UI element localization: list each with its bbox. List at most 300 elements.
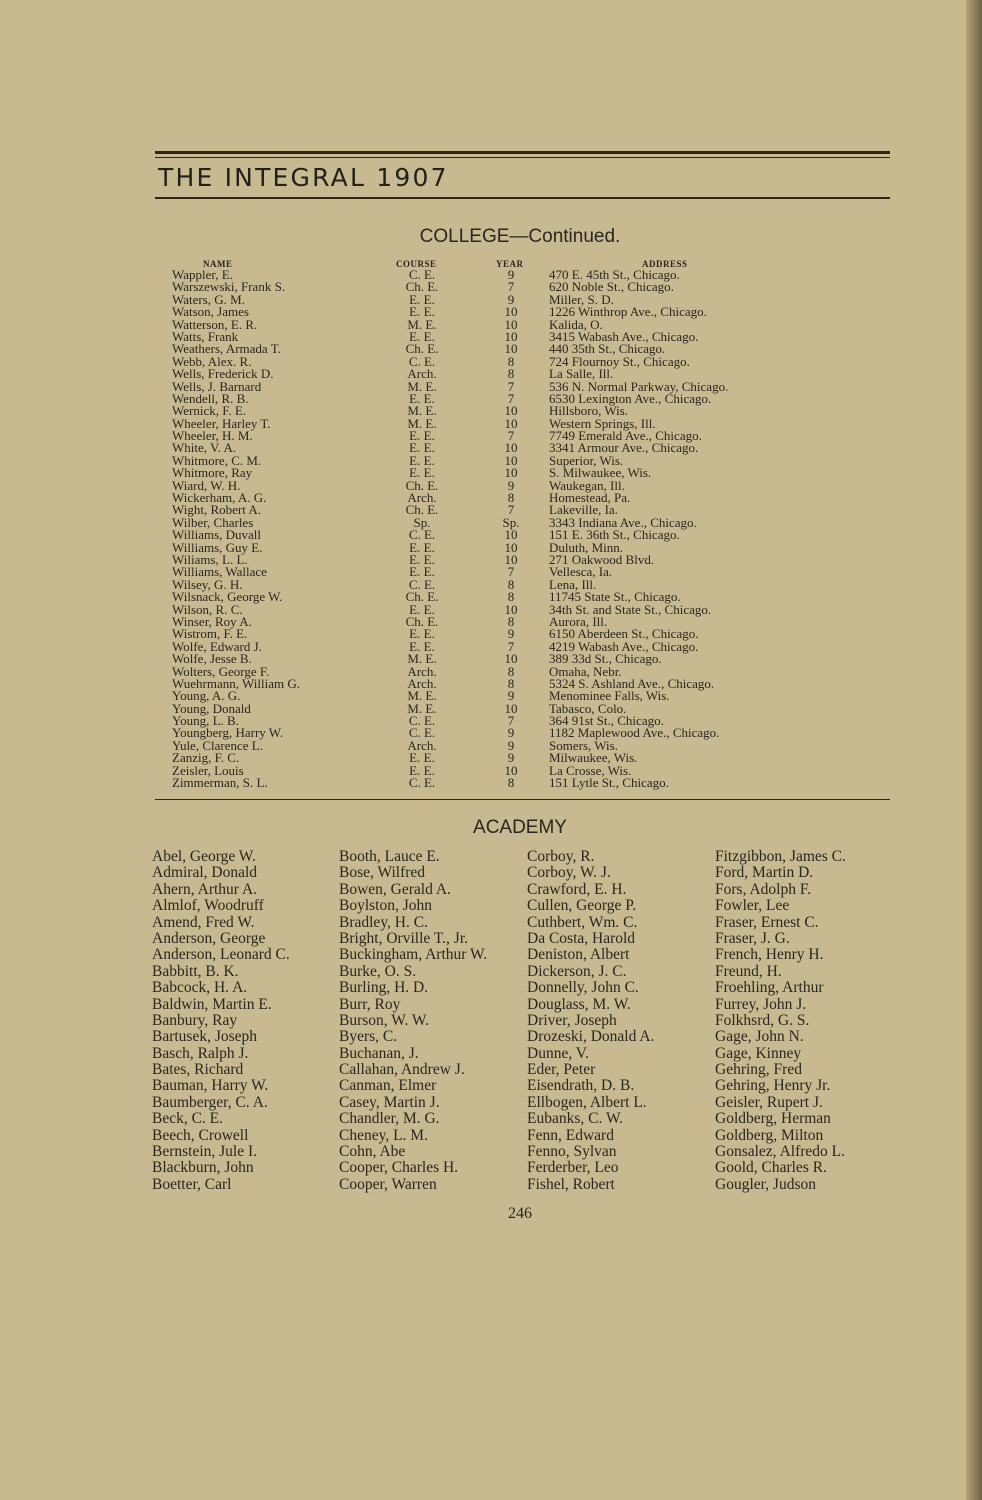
address: La Salle, Ill. — [549, 366, 614, 382]
address: La Crosse, Wis. — [549, 762, 632, 778]
address: Lakeville, Ia. — [549, 502, 618, 518]
list-item: Dunne, V. — [527, 1044, 589, 1062]
list-item: Gougler, Judson — [715, 1175, 816, 1193]
table-row — [0, 638, 982, 654]
list-item: Donnelly, John C. — [527, 979, 639, 997]
table-row — [0, 368, 982, 380]
year: 8 — [507, 576, 515, 592]
year: 9 — [507, 725, 515, 741]
year: 10 — [504, 762, 518, 778]
list-item: Booth, Lauce E. — [339, 848, 440, 865]
table-row — [0, 452, 982, 468]
list-item: Byers, C. — [339, 1028, 398, 1046]
list-item: Fitzgibbon, James C. — [715, 848, 846, 865]
address: Omaha, Nebr. — [549, 663, 622, 679]
table-row — [0, 467, 982, 479]
year: 9 — [507, 750, 515, 766]
student-name: Young, A. G. — [172, 688, 241, 704]
list-item: Goldberg, Herman — [715, 1110, 831, 1128]
table-row — [0, 316, 982, 332]
address: 536 N. Normal Parkway, Chicago. — [549, 378, 729, 394]
student-name: Zeisler, Louis — [172, 762, 244, 778]
table-row — [0, 715, 982, 727]
year: 8 — [507, 775, 515, 791]
page-number: 246 — [508, 1205, 532, 1222]
list-item: Gehring, Henry Jr. — [715, 1077, 831, 1095]
course: E. E. — [409, 638, 435, 654]
address: Western Springs, Ill. — [549, 415, 656, 431]
course: M. E. — [407, 688, 437, 704]
list-item: Burling, H. D. — [339, 979, 429, 997]
student-name: Williams, Wallace — [172, 564, 267, 580]
list-item: Beck, C. E. — [152, 1110, 224, 1128]
list-item: Crawford, E. H. — [527, 880, 627, 898]
year: 7 — [507, 564, 515, 580]
table-row — [0, 601, 982, 617]
table-row — [0, 328, 982, 344]
address: 364 91st St., Chicago. — [549, 713, 664, 729]
course: Ch. E. — [405, 613, 439, 629]
course: Ch. E. — [405, 341, 439, 357]
student-name: Wheeler, H. M. — [172, 428, 253, 444]
table-row — [0, 442, 982, 454]
address: Somers, Wis. — [549, 737, 618, 753]
table-row — [0, 663, 982, 679]
course: Arch. — [407, 737, 437, 753]
course: Ch. E. — [405, 589, 439, 605]
course: C. E. — [408, 775, 436, 791]
course: E. E. — [409, 304, 435, 320]
table-row — [0, 492, 982, 504]
list-item: Admiral, Donald — [152, 864, 258, 882]
student-name: Wistrom, F. E. — [172, 626, 248, 642]
address: 6530 Lexington Ave., Chicago. — [549, 390, 712, 406]
list-item: Beech, Crowell — [152, 1126, 249, 1144]
list-item: Eubanks, C. W. — [527, 1110, 624, 1128]
list-item: Freund, H. — [715, 962, 782, 980]
list-item: Baumberger, C. A. — [152, 1093, 268, 1111]
course: E. E. — [409, 328, 435, 344]
student-name: Youngberg, Harry W. — [172, 725, 284, 741]
college-table — [0, 269, 982, 789]
course: M. E. — [407, 415, 437, 431]
address: 1182 Maplewood Ave., Chicago. — [549, 725, 720, 741]
course: E. E. — [409, 601, 435, 617]
list-item: French, Henry H. — [715, 946, 824, 964]
year: 10 — [504, 551, 518, 567]
course: Arch. — [407, 366, 437, 382]
year: 8 — [507, 353, 515, 369]
list-item: Fowler, Lee — [715, 897, 790, 915]
table-row — [0, 539, 982, 555]
year: 9 — [507, 267, 515, 282]
column-header-year: YEAR — [496, 259, 524, 269]
course: Ch. E. — [405, 477, 439, 493]
student-name: Wickerham, A. G. — [172, 490, 267, 506]
year: 8 — [507, 663, 515, 679]
course: M. E. — [407, 403, 437, 419]
year: 10 — [504, 304, 518, 320]
list-item: Ford, Martin D. — [715, 864, 814, 882]
table-row — [0, 727, 982, 739]
student-name: Wilber, Charles — [172, 514, 254, 530]
address: Vellesca, Ia. — [549, 564, 613, 580]
year: 7 — [507, 638, 515, 654]
list-item: Bradley, H. C. — [339, 913, 428, 931]
list-item: Gage, John N. — [715, 1028, 804, 1046]
year: Sp. — [502, 514, 520, 530]
student-name: Watterson, E. R. — [172, 316, 258, 332]
address: 151 Lytle St., Chicago. — [549, 775, 669, 791]
year: 10 — [504, 527, 518, 543]
list-item: Bartusek, Joseph — [152, 1028, 258, 1046]
student-name: Watts, Frank — [172, 328, 239, 344]
student-name: Watson, James — [172, 304, 249, 320]
address: 271 Oakwood Blvd. — [549, 551, 655, 567]
list-item: Folkhsrd, G. S. — [715, 1011, 810, 1029]
year: 9 — [507, 291, 515, 307]
list-item: Gehring, Fred — [715, 1061, 802, 1079]
year: 10 — [504, 539, 518, 555]
year: 7 — [507, 390, 515, 406]
address: 7749 Emerald Ave., Chicago. — [549, 428, 702, 444]
list-item: Blackburn, John — [152, 1159, 254, 1177]
course: C. E. — [408, 527, 436, 543]
column-header-address: ADDRESS — [642, 259, 688, 269]
list-item: Boetter, Carl — [152, 1175, 232, 1193]
list-item: Goold, Charles R. — [715, 1159, 827, 1177]
course: C. E. — [408, 267, 436, 282]
academy-heading: ACADEMY — [473, 817, 567, 838]
year: 10 — [504, 415, 518, 431]
student-name: Yule, Clarence L. — [172, 737, 263, 753]
address: Waukegan, Ill. — [549, 477, 625, 493]
student-name: Weathers, Armada T. — [172, 341, 281, 357]
address: 724 Flournoy St., Chicago. — [549, 353, 690, 369]
list-item: Fenn, Edward — [527, 1126, 614, 1144]
table-row — [0, 591, 982, 603]
address: Duluth, Minn. — [549, 539, 624, 555]
table-row — [0, 675, 982, 691]
list-item: Fraser, Ernest C. — [715, 913, 819, 931]
list-item: Cheney, L. M. — [339, 1126, 428, 1144]
list-item: Gage, Kinney — [715, 1044, 802, 1062]
student-name: Wuehrmann, William G. — [172, 675, 300, 691]
list-item: Fishel, Robert — [527, 1175, 615, 1193]
list-item: Ferderber, Leo — [527, 1159, 619, 1177]
course: C. E. — [408, 576, 436, 592]
course: Ch. E. — [405, 279, 439, 295]
student-name: Wheeler, Harley T. — [172, 415, 271, 431]
student-name: Zanzig, F. C. — [172, 750, 240, 766]
student-name: Whitmore, C. M. — [172, 452, 262, 468]
year: 10 — [504, 465, 518, 481]
list-item: Ellbogen, Albert L. — [527, 1093, 647, 1111]
address: 11745 State St., Chicago. — [549, 589, 681, 605]
list-item: Buckingham, Arthur W. — [339, 946, 488, 964]
list-item: Cullen, George P. — [527, 897, 637, 915]
address: S. Milwaukee, Wis. — [549, 465, 652, 481]
course: E. E. — [409, 564, 435, 580]
student-name: Warszewski, Frank S. — [172, 279, 286, 295]
address: Tabasco, Colo. — [549, 700, 627, 716]
list-item: Bernstein, Jule I. — [152, 1143, 258, 1161]
address: 1226 Winthrop Ave., Chicago. — [549, 304, 707, 320]
student-name: Wolfe, Jesse B. — [172, 651, 252, 667]
list-item: Anderson, Leonard C. — [152, 946, 290, 964]
list-item: Babbitt, B. K. — [152, 962, 239, 980]
table-row — [0, 529, 982, 541]
table-row — [0, 405, 982, 417]
address: Superior, Wis. — [549, 452, 624, 468]
address: 4219 Wabash Ave., Chicago. — [549, 638, 699, 654]
student-name: Wappler, E. — [172, 267, 233, 282]
table-row — [0, 690, 982, 702]
table-row — [0, 477, 982, 493]
table-row — [0, 752, 982, 764]
list-item: Bates, Richard — [152, 1061, 244, 1079]
list-item: Eder, Peter — [527, 1061, 596, 1079]
course: E. E. — [409, 626, 435, 642]
year: 7 — [507, 713, 515, 729]
student-name: Wendell, R. B. — [172, 390, 249, 406]
table-row — [0, 514, 982, 530]
list-item: Gonsalez, Alfredo L. — [715, 1143, 845, 1161]
year: 10 — [504, 440, 518, 456]
course: C. E. — [408, 353, 436, 369]
address: 5324 S. Ashland Ave., Chicago. — [549, 675, 715, 691]
list-item: Drozeski, Donald A. — [527, 1028, 655, 1046]
address: 6150 Aberdeen St., Chicago. — [549, 626, 699, 642]
year: 8 — [507, 613, 515, 629]
year: 10 — [504, 403, 518, 419]
course: Sp. — [413, 514, 431, 530]
academy-column-4 — [715, 849, 846, 1193]
student-name: Whitmore, Ray — [172, 465, 253, 481]
course: M. E. — [407, 378, 437, 394]
year: 10 — [504, 651, 518, 667]
course: Arch. — [407, 490, 437, 506]
course: M. E. — [407, 700, 437, 716]
list-item: Fenno, Sylvan — [527, 1143, 617, 1161]
list-item: Cohn, Abe — [339, 1143, 406, 1161]
list-item: Deniston, Albert — [527, 946, 630, 964]
list-item: Burson, W. W. — [339, 1011, 430, 1029]
address: 34th St. and State St., Chicago. — [549, 601, 712, 617]
student-name: Winser, Roy A. — [172, 613, 252, 629]
student-name: Williams, Duvall — [172, 527, 262, 543]
course: C. E. — [408, 725, 436, 741]
year: 10 — [504, 328, 518, 344]
course: E. E. — [409, 440, 435, 456]
table-row — [0, 551, 982, 567]
list-item: Dickerson, J. C. — [527, 962, 627, 980]
table-row — [0, 378, 982, 394]
list-item: Amend, Fred W. — [152, 913, 255, 931]
student-name: Wiard, W. H. — [172, 477, 241, 493]
list-item: Anderson, George — [152, 929, 266, 947]
year: 8 — [507, 366, 515, 382]
table-row — [0, 306, 982, 318]
section-divider — [155, 799, 890, 800]
student-name: White, V. A. — [172, 440, 237, 456]
header-rule-top — [155, 151, 890, 154]
student-name: Wilsey, G. H. — [172, 576, 243, 592]
student-name: Wells, J. Barnard — [172, 378, 262, 394]
student-name: Wells, Frederick D. — [172, 366, 274, 382]
year: 9 — [507, 626, 515, 642]
year: 7 — [507, 502, 515, 518]
year: 9 — [507, 688, 515, 704]
course: M. E. — [407, 316, 437, 332]
list-item: Bauman, Harry W. — [152, 1077, 269, 1095]
address: Hillsboro, Wis. — [549, 403, 629, 419]
address: Aurora, Ill. — [549, 613, 608, 629]
course: E. E. — [409, 428, 435, 444]
list-item: Corboy, R. — [527, 848, 595, 865]
list-item: Almlof, Woodruff — [152, 897, 264, 915]
student-name: Wight, Robert A. — [172, 502, 262, 518]
list-item: Geisler, Rupert J. — [715, 1093, 823, 1111]
academy-column-1 — [152, 849, 290, 1193]
table-row — [0, 415, 982, 431]
address: Milwaukee, Wis. — [549, 750, 638, 766]
address: 3341 Armour Ave., Chicago. — [549, 440, 699, 456]
address: Lena, Ill. — [549, 576, 597, 592]
list-item: Froehling, Arthur — [715, 979, 824, 997]
student-name: Wernick, F. E. — [172, 403, 247, 419]
table-row — [0, 281, 982, 293]
address: 389 33d St., Chicago. — [549, 651, 662, 667]
address: 3343 Indiana Ave., Chicago. — [549, 514, 697, 530]
list-item: Corboy, W. J. — [527, 864, 611, 882]
address: Menominee Falls, Wis. — [549, 688, 670, 704]
column-header-name: NAME — [203, 259, 233, 269]
year: 7 — [507, 378, 515, 394]
academy-column-3 — [527, 849, 654, 1193]
list-item: Canman, Elmer — [339, 1077, 437, 1095]
list-item: Fraser, J. G. — [715, 929, 790, 947]
table-row — [0, 291, 982, 307]
college-heading: COLLEGE—Continued. — [419, 226, 621, 247]
student-name: Webb, Alex. R. — [172, 353, 252, 369]
list-item: Ahern, Arthur A. — [152, 880, 258, 898]
table-row — [0, 613, 982, 629]
list-item: Da Costa, Harold — [527, 929, 636, 947]
list-item: Douglass, M. W. — [527, 995, 631, 1013]
course: E. E. — [409, 539, 435, 555]
address: Miller, S. D. — [549, 291, 614, 307]
header-rule-thin — [155, 157, 890, 158]
year: 10 — [504, 601, 518, 617]
student-name: Wiliams, L. L. — [172, 551, 248, 567]
list-item: Goldberg, Milton — [715, 1126, 824, 1144]
list-item: Bowen, Gerald A. — [339, 880, 451, 898]
year: 10 — [504, 452, 518, 468]
list-item: Buchanan, J. — [339, 1044, 419, 1062]
list-item: Bright, Orville T., Jr. — [339, 929, 469, 947]
table-row — [0, 737, 982, 753]
address: 440 35th St., Chicago. — [549, 341, 666, 357]
table-row — [0, 628, 982, 640]
list-item: Cuthbert, Wm. C. — [527, 913, 638, 931]
student-name: Waters, G. M. — [172, 291, 245, 307]
list-item: Fors, Adolph F. — [715, 880, 812, 898]
address: 151 E. 36th St., Chicago. — [549, 527, 680, 543]
list-item: Basch, Ralph J. — [152, 1044, 249, 1062]
table-row — [0, 576, 982, 592]
table-row — [0, 653, 982, 665]
course: C. E. — [408, 713, 436, 729]
table-row — [0, 700, 982, 716]
table-row — [0, 390, 982, 406]
list-item: Furrey, John J. — [715, 995, 807, 1013]
course: E. E. — [409, 551, 435, 567]
course: E. E. — [409, 452, 435, 468]
table-row — [0, 430, 982, 442]
table-row — [0, 343, 982, 355]
table-row — [0, 353, 982, 369]
year: 8 — [507, 490, 515, 506]
course: Ch. E. — [405, 502, 439, 518]
student-name: Young, L. B. — [172, 713, 239, 729]
year: 8 — [507, 675, 515, 691]
list-item: Banbury, Ray — [152, 1011, 238, 1029]
year: 8 — [507, 589, 515, 605]
course: Arch. — [407, 675, 437, 691]
column-header-course: COURSE — [396, 259, 437, 269]
course: E. E. — [409, 750, 435, 766]
table-row — [0, 777, 982, 789]
academy-column-2 — [339, 849, 487, 1193]
header-rule-bottom — [155, 197, 890, 199]
list-item: Chandler, M. G. — [339, 1110, 440, 1128]
student-name: Young, Donald — [172, 700, 251, 716]
table-row — [0, 762, 982, 778]
list-item: Burr, Roy — [339, 995, 401, 1013]
student-name: Wolfe, Edward J. — [172, 638, 262, 654]
list-item: Baldwin, Martin E. — [152, 995, 272, 1013]
list-item: Casey, Martin J. — [339, 1093, 440, 1111]
year: 10 — [504, 316, 518, 332]
address: Kalida, O. — [549, 316, 603, 332]
student-name: Williams, Guy E. — [172, 539, 263, 555]
list-item: Driver, Joseph — [527, 1011, 617, 1029]
year: 9 — [507, 477, 515, 493]
table-row — [0, 269, 982, 281]
list-item: Cooper, Warren — [339, 1175, 437, 1193]
course: E. E. — [409, 465, 435, 481]
address: 470 E. 45th St., Chicago. — [549, 267, 680, 282]
course: E. E. — [409, 291, 435, 307]
running-title: THE INTEGRAL 1907 — [158, 163, 449, 192]
student-name: Wolters, George F. — [172, 663, 270, 679]
list-item: Cooper, Charles H. — [339, 1159, 459, 1177]
year: 10 — [504, 700, 518, 716]
student-name: Wilsnack, George W. — [172, 589, 283, 605]
student-name: Zimmerman, S. L. — [172, 775, 268, 791]
list-item: Bose, Wilfred — [339, 864, 426, 882]
course: E. E. — [409, 762, 435, 778]
course: Arch. — [407, 663, 437, 679]
year: 7 — [507, 279, 515, 295]
table-row — [0, 566, 982, 578]
address: 620 Noble St., Chicago. — [549, 279, 674, 295]
student-name: Wilson, R. C. — [172, 601, 243, 617]
year: 10 — [504, 341, 518, 357]
list-item: Callahan, Andrew J. — [339, 1061, 465, 1079]
list-item: Babcock, H. A. — [152, 979, 248, 997]
